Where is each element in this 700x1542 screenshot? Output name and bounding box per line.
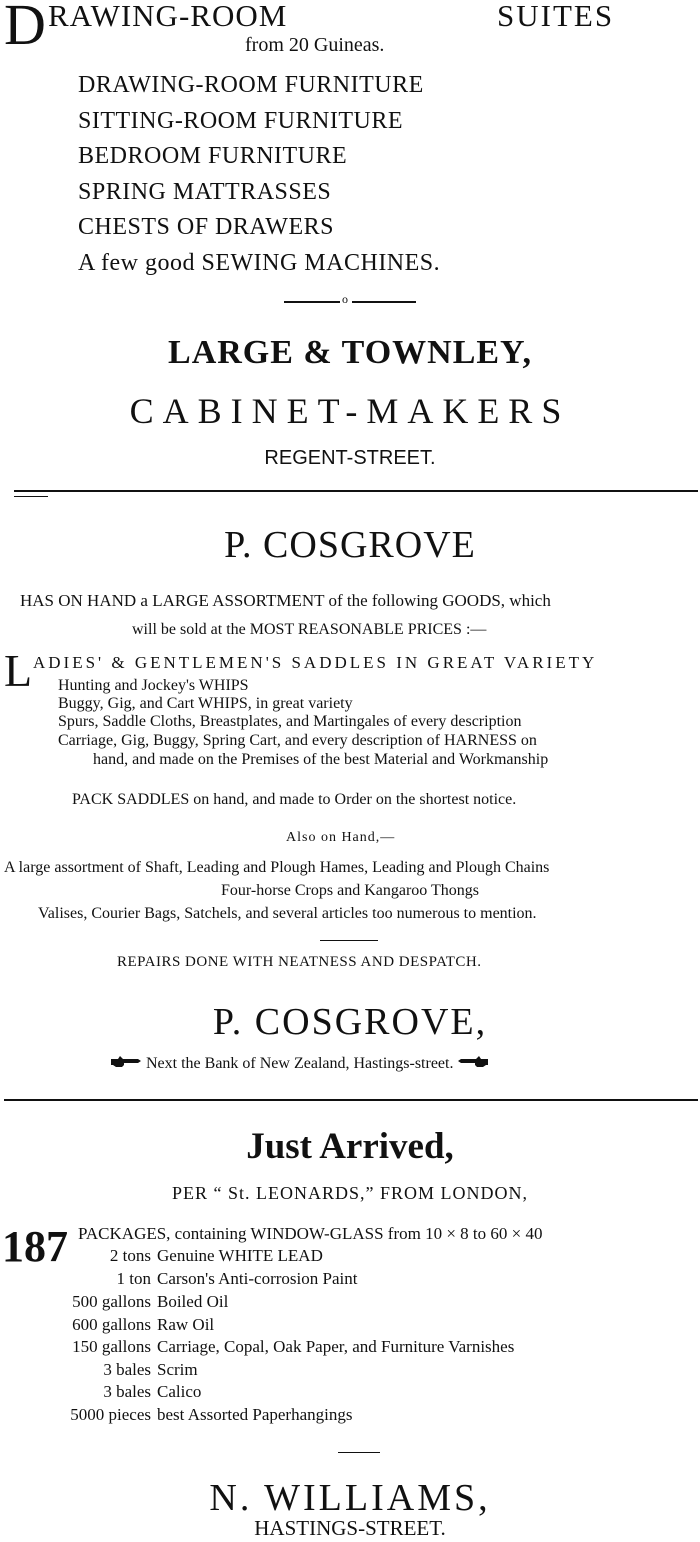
section-divider	[4, 1099, 698, 1101]
item-description: Calico	[157, 1382, 202, 1401]
list-item: hand, and made on the Premises of the best Material and Workmanship	[93, 751, 549, 768]
section-divider	[14, 490, 698, 492]
merchant-name: N. WILLIAMS,	[209, 1477, 491, 1519]
item-quantity: 1 ton	[116, 1269, 151, 1288]
list-item: BEDROOM FURNITURE	[78, 143, 348, 169]
ornamental-divider: o	[284, 292, 416, 310]
item-description: Carson's Anti-corrosion Paint	[157, 1269, 358, 1288]
package-count: 187	[2, 1222, 68, 1271]
address-line	[110, 1055, 489, 1074]
list-item: SPRING MATTRASSES	[78, 179, 332, 205]
ad-title: Just Arrived,	[246, 1126, 454, 1167]
ad-title: RAWING-ROOM	[48, 0, 288, 33]
list-item: CHESTS OF DRAWERS	[78, 214, 334, 240]
item-description: Raw Oil	[157, 1315, 215, 1334]
item-description: best Assorted Paperhangings	[157, 1405, 353, 1424]
item-quantity: 5000 pieces	[70, 1405, 151, 1424]
drop-cap: L	[4, 645, 33, 696]
item-quantity: 3 bales	[103, 1360, 151, 1379]
firm-address: REGENT-STREET.	[264, 447, 436, 469]
short-divider	[338, 1452, 380, 1453]
list-item: Buggy, Gig, and Cart WHIPS, in great variety	[58, 695, 353, 712]
lead-line: ADIES' & GENTLEMEN'S SADDLES IN GREAT VARIETY	[33, 653, 598, 672]
short-divider	[320, 940, 378, 941]
ship-line: PER “ St. LEONARDS,” FROM LONDON,	[171, 1183, 528, 1203]
divider-mark	[14, 496, 48, 497]
address-text: Next the Bank of New Zealand, Hastings-street.	[146, 1055, 454, 1073]
item-quantity: 2 tons	[109, 1246, 151, 1265]
ad-title-right: SUITES	[497, 0, 615, 33]
item-quantity: 3 bales	[103, 1382, 151, 1401]
intro-text: HAS ON HAND a LARGE ASSORTMENT of the following GOODS, which	[20, 591, 551, 610]
item-description: Scrim	[157, 1360, 198, 1379]
intro-text: will be sold at the MOST REASONABLE PRICES :—	[132, 621, 487, 638]
item-description: Boiled Oil	[157, 1292, 229, 1311]
item-description: Carriage, Copal, Oak Paper, and Furniture Varnishes	[157, 1337, 515, 1356]
pack-saddles-note: PACK SADDLES on hand, and made to Order on the shortest notice.	[72, 791, 517, 808]
list-item: Spurs, Saddle Cloths, Breastplates, and Martingales of every description	[58, 713, 522, 730]
list-item: DRAWING-ROOM FURNITURE	[78, 72, 424, 98]
merchant-name: P. COSGROVE	[224, 524, 476, 566]
also-on-hand-heading: Also on Hand,—	[286, 830, 396, 845]
also-line: Valises, Courier Bags, Satchels, and several articles too numerous to mention.	[38, 905, 537, 922]
list-item: A few good SEWING MACHINES.	[78, 250, 441, 276]
firm-trade: CABINET-MAKERS	[129, 391, 571, 431]
also-line: A large assortment of Shaft, Leading and Plough Hames, Leading and Plough Chains	[4, 859, 550, 876]
merchant-address: HASTINGS-STREET.	[254, 1516, 446, 1540]
title-drop-cap: D	[4, 0, 46, 57]
item-quantity: 500 gallons	[72, 1292, 151, 1311]
firm-name: LARGE & TOWNLEY,	[168, 334, 532, 371]
list-item: Hunting and Jockey's WHIPS	[58, 677, 249, 694]
item-quantity: 150 gallons	[72, 1337, 151, 1356]
ad-subtitle: from 20 Guineas.	[245, 34, 385, 56]
item-description: Genuine WHITE LEAD	[157, 1246, 323, 1265]
pointing-hand-right-icon	[110, 1055, 142, 1074]
item-quantity: 600 gallons	[72, 1315, 151, 1334]
lead-line: PACKAGES, containing WINDOW-GLASS from 10 × 8 to 60 × 40	[78, 1224, 543, 1243]
also-line: Four-horse Crops and Kangaroo Thongs	[220, 882, 479, 899]
pointing-hand-left-icon	[457, 1055, 489, 1074]
list-item: Carriage, Gig, Buggy, Spring Cart, and every description of HARNESS on	[58, 732, 537, 749]
merchant-name-large: P. COSGROVE,	[212, 1001, 488, 1043]
repairs-note: REPAIRS DONE WITH NEATNESS AND DESPATCH.	[117, 954, 482, 970]
list-item: SITTING-ROOM FURNITURE	[78, 108, 403, 134]
